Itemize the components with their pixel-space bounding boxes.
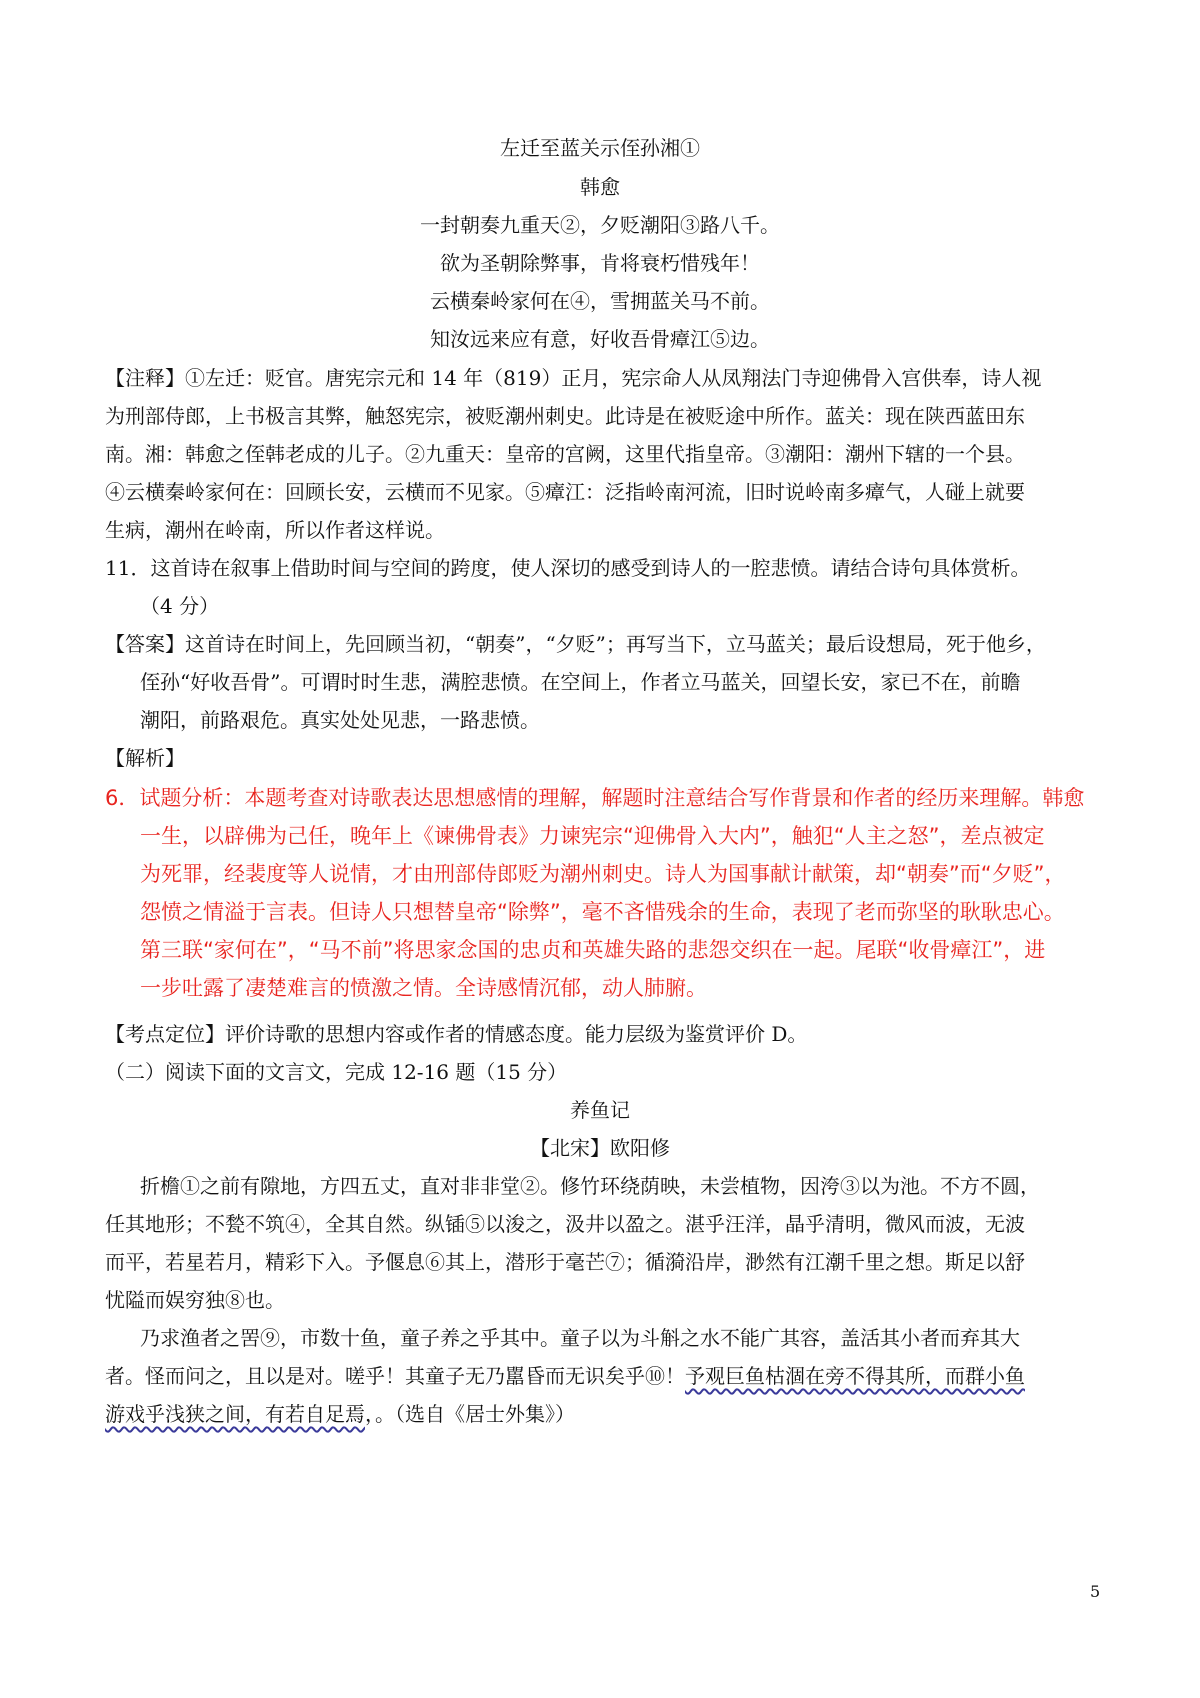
poem-author: 韩愈 — [580, 175, 620, 199]
analysis-line: 一生，以辟佛为己任，晚年上《谏佛骨表》力谏宪宗“迎佛骨入大内”，触犯“人主之怒”，差点被定 — [140, 824, 1045, 848]
answer-line: 侄孙“好收吾骨”。可谓时时生悲，满腔悲愤。在空间上，作者立马蓝关，回望长安，家已不在，前瞻 — [140, 670, 1021, 694]
page-number: 5 — [1090, 1582, 1101, 1601]
question-11: 11．这首诗在叙事上借助时间与空间的跨度，使人深切的感受到诗人的一腔悲愤。请结合诗句具体赏析。 — [105, 556, 1031, 580]
poem-line: 知汝远来应有意，好收吾骨瘴江⑤边。 — [430, 327, 770, 351]
notes-line: 生病，潮州在岭南，所以作者这样说。 — [105, 518, 445, 542]
poem-line: 云横秦岭家何在④，雪拥蓝关马不前。 — [430, 289, 770, 313]
underlined-sentence: 予观巨鱼枯涸在旁不得其所，而群小鱼 — [685, 1364, 1025, 1388]
answer-line: 【答案】这首诗在时间上，先回顾当初，“朝奏”，“夕贬”；再写当下，立马蓝关；最后设想局，死于他乡， — [105, 632, 1046, 656]
prose-line — [105, 1360, 1025, 1389]
analysis-line: 6．试题分析：本题考查对诗歌表达思想感情的理解，解题时注意结合写作背景和作者的经历来理解。韩愈 — [105, 786, 1085, 810]
analysis-line: 一步吐露了凄楚难言的愤激之情。全诗感情沉郁，动人肺腑。 — [140, 976, 707, 1000]
poem-title: 左迁至蓝关示侄孙湘① — [500, 136, 700, 160]
poem-line: 一封朝奏九重天②，夕贬潮阳③路八千。 — [420, 213, 780, 237]
section-heading: （二）阅读下面的文言文，完成 12-16 题（15 分） — [105, 1060, 568, 1084]
prose-text: 者。怪而问之，且以是对。嗟乎！其童子无乃嚚昏而无识矣乎⑩！ — [105, 1364, 685, 1388]
notes-line: 南。湘：韩愈之侄韩老成的儿子。②九重天：皇帝的宫阙，这里代指皇帝。③潮阳：潮州下辖的一个县。 — [105, 442, 1025, 466]
kaodian-line: 【考点定位】评价诗歌的思想内容或作者的情感态度。能力层级为鉴赏评价 D。 — [105, 1022, 808, 1046]
prose-line: 乃求渔者之罟⑨，市数十鱼，童子养之乎其中。童子以为斗斛之水不能广其容，盖活其小者而弃其大 — [140, 1326, 1020, 1350]
analysis-label: 【解析】 — [105, 746, 185, 770]
prose-author: 【北宋】欧阳修 — [530, 1136, 670, 1160]
prose-line — [105, 1398, 575, 1427]
analysis-line: 第三联“家何在”，“马不前”将思家念国的忠贞和英雄失路的悲怨交织在一起。尾联“收骨瘴江”，进 — [140, 938, 1046, 962]
prose-line: 而平，若星若月，精彩下入。予偃息⑥其上，潜形于毫芒⑦；循漪沿岸，渺然有江潮千里之想。斯足以舒 — [105, 1250, 1025, 1274]
question-score: （4 分） — [140, 594, 220, 618]
prose-line: 折檐①之前有隙地，方四五丈，直对非非堂②。修竹环绕荫映，未尝植物，因洿③以为池。不方不圆， — [140, 1174, 1040, 1198]
prose-line: 任其地形；不甃不筑④，全其自然。纵锸⑤以浚之，汲井以盈之。湛乎汪洋，晶乎清明，微风而波，无波 — [105, 1212, 1025, 1236]
notes-line: 【注释】①左迁：贬官。唐宪宗元和 14 年（819）正月，宪宗命人从凤翔法门寺迎佛骨入宫供奉，诗人视 — [105, 366, 1042, 390]
prose-line: 忧隘而娱穷独⑧也。 — [105, 1288, 285, 1312]
poem-line: 欲为圣朝除弊事，肯将衰朽惜残年！ — [440, 251, 760, 275]
underlined-sentence: 游戏乎浅狭之间，有若自足焉 — [105, 1402, 365, 1426]
notes-line: 为刑部侍郎，上书极言其弊，触怒宪宗，被贬潮州刺史。此诗是在被贬途中所作。蓝关：现在陕西蓝田东 — [105, 404, 1025, 428]
prose-title: 养鱼记 — [570, 1098, 630, 1122]
source-note: ，。（选自《居士外集》） — [365, 1402, 575, 1426]
notes-line: ④云横秦岭家何在：回顾长安，云横而不见家。⑤瘴江：泛指岭南河流，旧时说岭南多瘴气，人碰上就要 — [105, 480, 1025, 504]
analysis-line: 为死罪，经裴度等人说情，才由刑部侍郎贬为潮州刺史。诗人为国事献计献策，却“朝奏”而“夕贬”， — [140, 862, 1066, 886]
analysis-line: 怨愤之情溢于言表。但诗人只想替皇帝“除弊”，毫不吝惜残余的生命，表现了老而弥坚的耿耿忠心。 — [140, 900, 1065, 924]
answer-line: 潮阳，前路艰危。真实处处见悲，一路悲愤。 — [140, 708, 540, 732]
